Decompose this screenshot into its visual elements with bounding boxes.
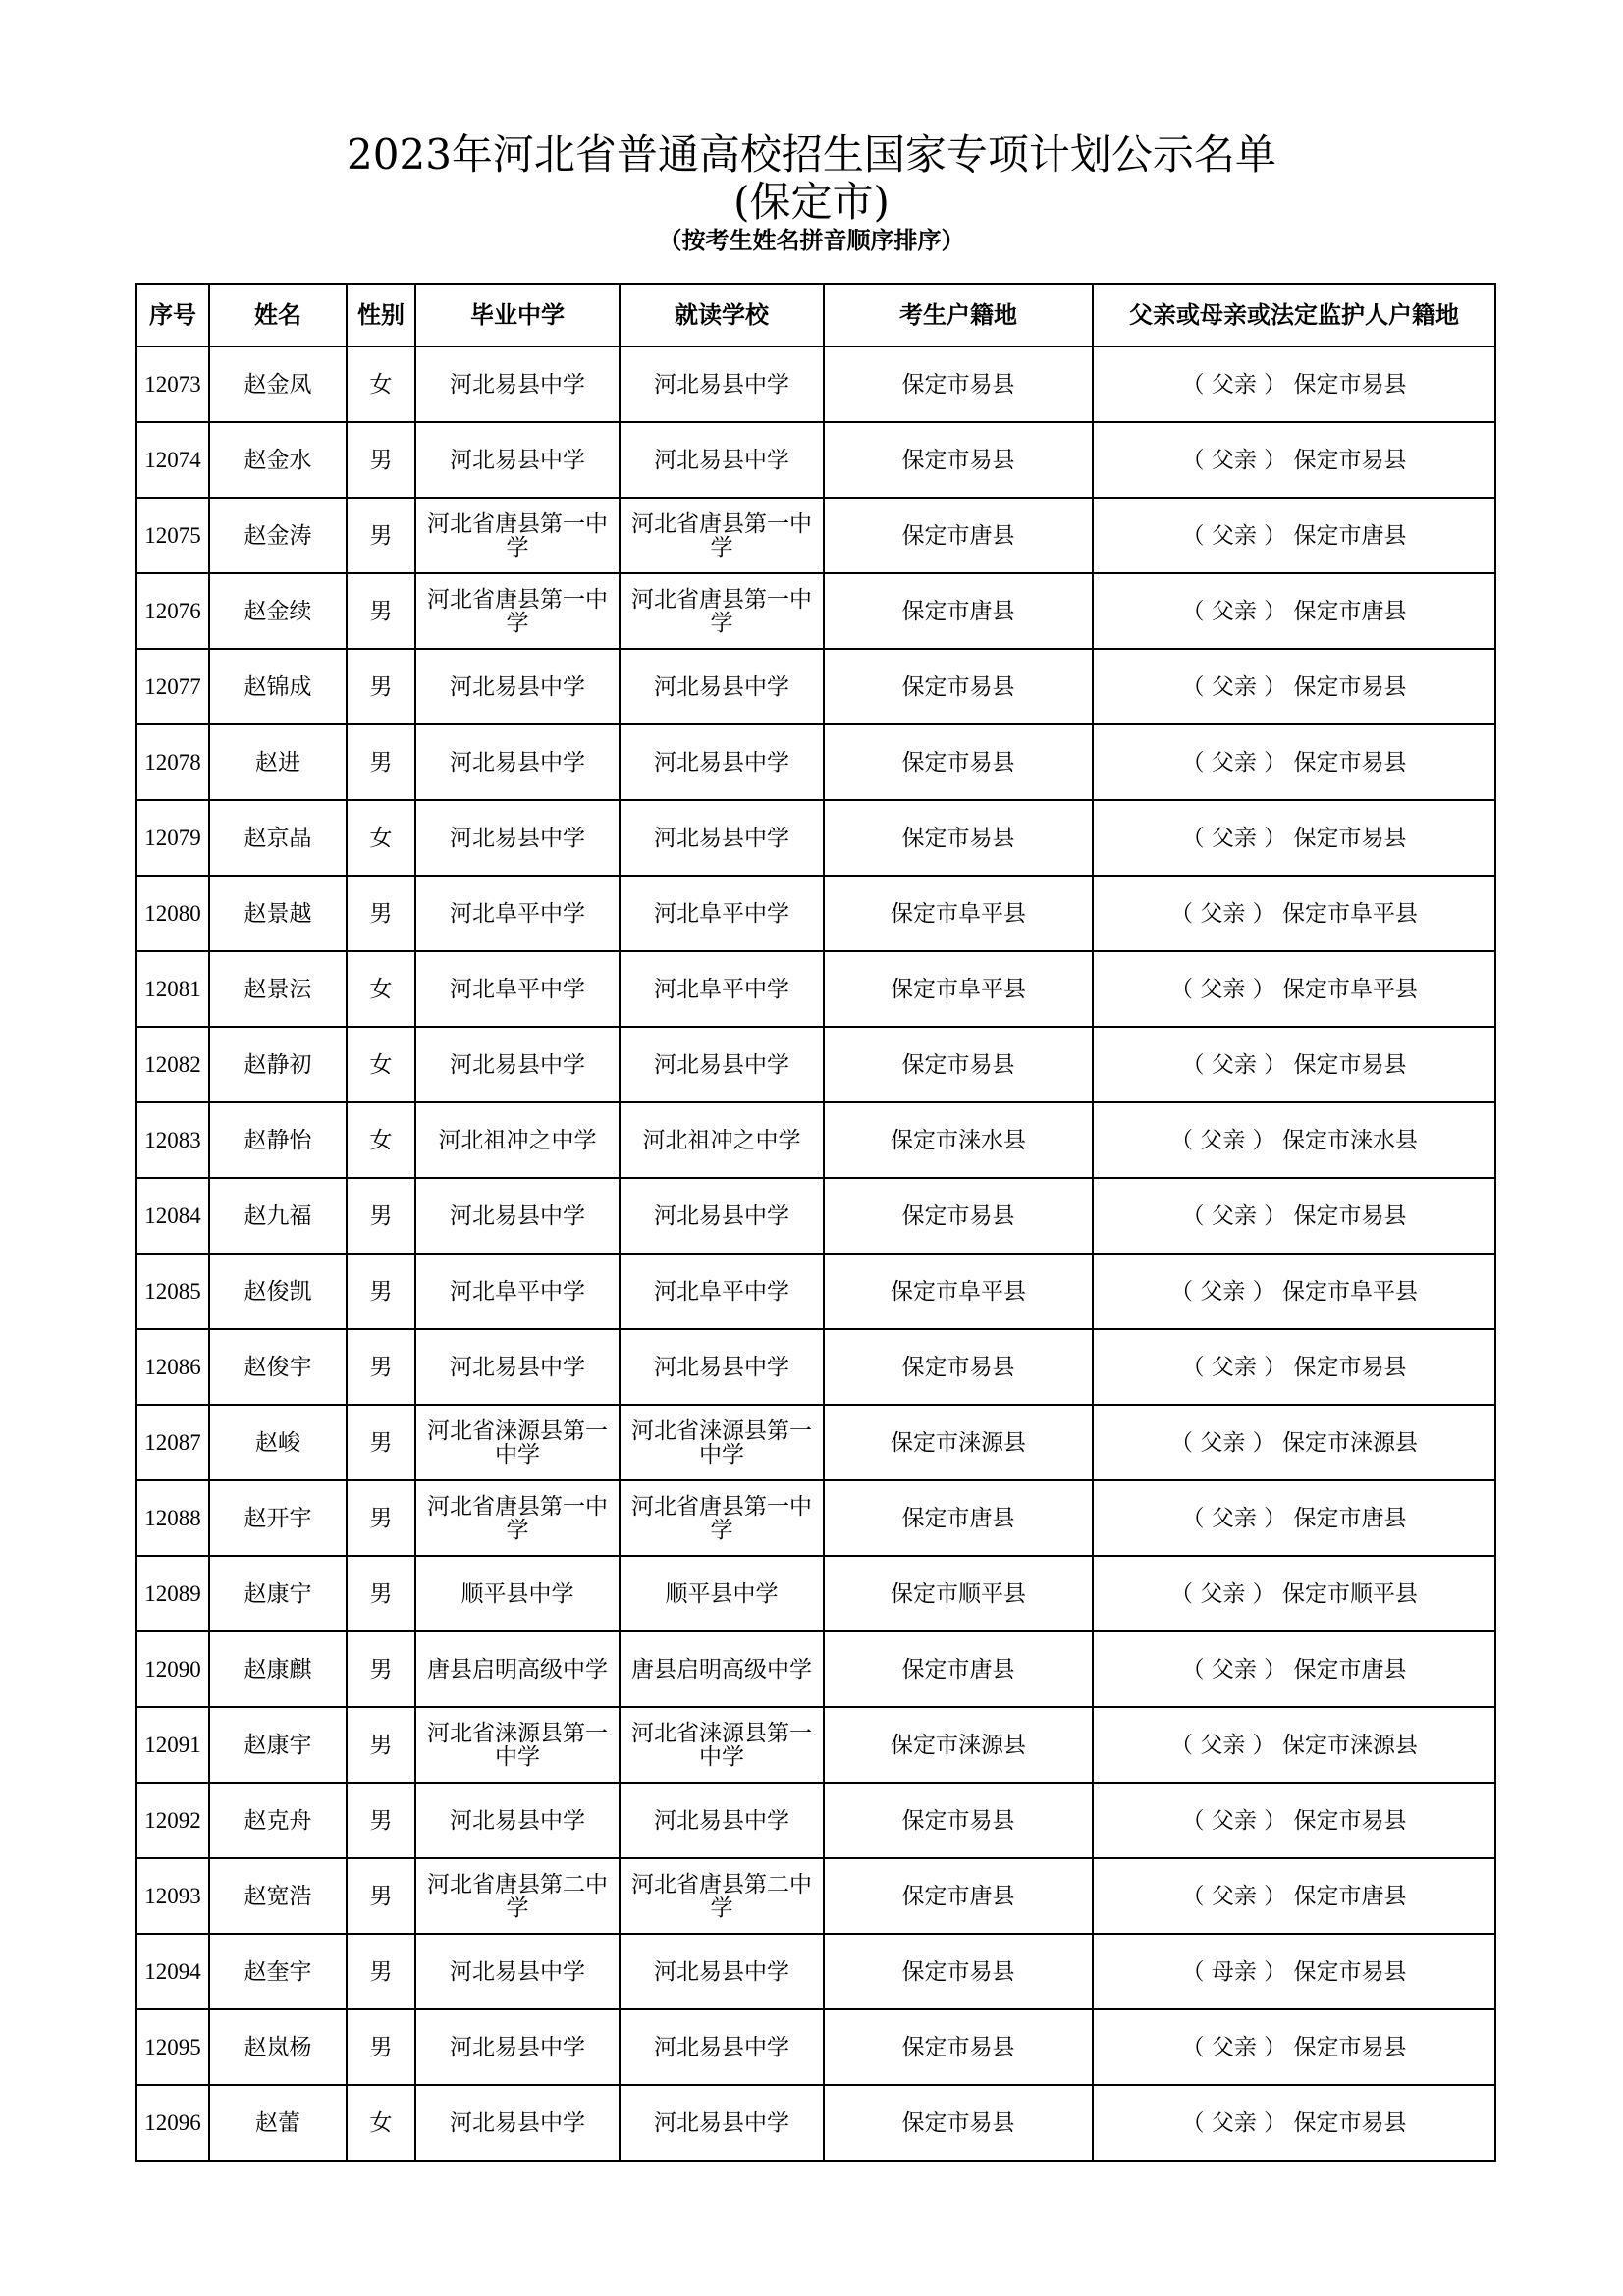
table-row (136, 1858, 1495, 1934)
gender-cell: 男 (347, 1858, 415, 1934)
gender-cell: 男 (347, 649, 415, 724)
guardian-registration-cell: （ 父亲 ） 保定市易县 (1093, 649, 1495, 724)
guardian-registration-cell: （ 父亲 ） 保定市易县 (1093, 1329, 1495, 1405)
table-row (136, 347, 1495, 422)
household-registration-cell: 保定市涞水县 (824, 1102, 1093, 1178)
current-school-cell: 顺平县中学 (620, 1556, 824, 1631)
graduated-school-cell: 河北省涞源县第一中学 (415, 1707, 620, 1783)
name-cell: 赵奎宇 (209, 1934, 347, 2009)
current-school-cell: 河北阜平中学 (620, 1254, 824, 1329)
household-registration-cell: 保定市涞源县 (824, 1405, 1093, 1480)
current-school-cell: 唐县启明高级中学 (620, 1631, 824, 1707)
gender-cell: 女 (347, 1102, 415, 1178)
table-row (136, 876, 1495, 951)
guardian-registration-cell: （ 父亲 ） 保定市易县 (1093, 422, 1495, 498)
current-school-cell: 河北省唐县第一中学 (620, 498, 824, 573)
graduated-school-cell: 河北省唐县第一中学 (415, 1480, 620, 1556)
name-cell: 赵金涛 (209, 498, 347, 573)
graduated-school-cell: 河北省涞源县第一中学 (415, 1405, 620, 1480)
table-row (136, 573, 1495, 649)
seq-cell: 12082 (136, 1027, 209, 1102)
seq-cell: 12078 (136, 724, 209, 800)
column-header-graduated-school: 毕业中学 (415, 284, 620, 347)
table-row (136, 498, 1495, 573)
column-header-name: 姓名 (209, 284, 347, 347)
gender-cell: 男 (347, 724, 415, 800)
gender-cell: 男 (347, 1178, 415, 1254)
seq-cell: 12073 (136, 347, 209, 422)
gender-cell: 男 (347, 1556, 415, 1631)
column-header-household-registration: 考生户籍地 (824, 284, 1093, 347)
current-school-cell: 河北易县中学 (620, 724, 824, 800)
household-registration-cell: 保定市涞源县 (824, 1707, 1093, 1783)
name-cell: 赵金续 (209, 573, 347, 649)
gender-cell: 男 (347, 1254, 415, 1329)
column-header-current-school: 就读学校 (620, 284, 824, 347)
table-row (136, 1631, 1495, 1707)
current-school-cell: 河北省涞源县第一中学 (620, 1707, 824, 1783)
household-registration-cell: 保定市唐县 (824, 573, 1093, 649)
graduated-school-cell: 河北阜平中学 (415, 951, 620, 1027)
household-registration-cell: 保定市唐县 (824, 1858, 1093, 1934)
household-registration-cell: 保定市易县 (824, 347, 1093, 422)
seq-cell: 12074 (136, 422, 209, 498)
table-row (136, 951, 1495, 1027)
name-cell: 赵峻 (209, 1405, 347, 1480)
guardian-registration-cell: （ 父亲 ） 保定市易县 (1093, 1178, 1495, 1254)
name-cell: 赵九福 (209, 1178, 347, 1254)
name-cell: 赵俊凯 (209, 1254, 347, 1329)
guardian-registration-cell: （ 父亲 ） 保定市易县 (1093, 1783, 1495, 1858)
current-school-cell: 河北易县中学 (620, 1178, 824, 1254)
graduated-school-cell: 河北省唐县第二中学 (415, 1858, 620, 1934)
household-registration-cell: 保定市易县 (824, 800, 1093, 876)
current-school-cell: 河北易县中学 (620, 1329, 824, 1405)
guardian-registration-cell: （ 父亲 ） 保定市涞源县 (1093, 1405, 1495, 1480)
column-header-seq: 序号 (136, 284, 209, 347)
name-cell: 赵康宇 (209, 1707, 347, 1783)
table-row (136, 2085, 1495, 2161)
current-school-cell: 河北易县中学 (620, 1027, 824, 1102)
guardian-registration-cell: （ 父亲 ） 保定市阜平县 (1093, 876, 1495, 951)
gender-cell: 男 (347, 2009, 415, 2085)
table-row (136, 1707, 1495, 1783)
table-row (136, 2009, 1495, 2085)
graduated-school-cell: 河北阜平中学 (415, 876, 620, 951)
household-registration-cell: 保定市易县 (824, 1178, 1093, 1254)
household-registration-cell: 保定市易县 (824, 422, 1093, 498)
graduated-school-cell: 唐县启明高级中学 (415, 1631, 620, 1707)
graduated-school-cell: 河北易县中学 (415, 1178, 620, 1254)
gender-cell: 女 (347, 800, 415, 876)
name-cell: 赵京晶 (209, 800, 347, 876)
graduated-school-cell: 河北易县中学 (415, 2009, 620, 2085)
gender-cell: 男 (347, 1480, 415, 1556)
table-row (136, 1556, 1495, 1631)
seq-cell: 12091 (136, 1707, 209, 1783)
column-header-guardian-registration: 父亲或母亲或法定监护人户籍地 (1093, 284, 1495, 347)
guardian-registration-cell: （ 父亲 ） 保定市易县 (1093, 347, 1495, 422)
graduated-school-cell: 河北易县中学 (415, 2085, 620, 2161)
table-row (136, 1934, 1495, 2009)
name-cell: 赵蕾 (209, 2085, 347, 2161)
graduated-school-cell: 河北易县中学 (415, 1329, 620, 1405)
graduated-school-cell: 河北易县中学 (415, 1783, 620, 1858)
seq-cell: 12087 (136, 1405, 209, 1480)
table-row (136, 422, 1495, 498)
guardian-registration-cell: （ 父亲 ） 保定市易县 (1093, 800, 1495, 876)
household-registration-cell: 保定市易县 (824, 724, 1093, 800)
current-school-cell: 河北易县中学 (620, 2085, 824, 2161)
household-registration-cell: 保定市易县 (824, 649, 1093, 724)
current-school-cell: 河北易县中学 (620, 1934, 824, 2009)
graduated-school-cell: 河北省唐县第一中学 (415, 573, 620, 649)
seq-cell: 12083 (136, 1102, 209, 1178)
seq-cell: 12079 (136, 800, 209, 876)
name-cell: 赵进 (209, 724, 347, 800)
gender-cell: 男 (347, 876, 415, 951)
graduated-school-cell: 河北祖冲之中学 (415, 1102, 620, 1178)
seq-cell: 12086 (136, 1329, 209, 1405)
graduated-school-cell: 河北易县中学 (415, 347, 620, 422)
seq-cell: 12094 (136, 1934, 209, 2009)
name-cell: 赵岚杨 (209, 2009, 347, 2085)
gender-cell: 女 (347, 1027, 415, 1102)
table-row (136, 1027, 1495, 1102)
guardian-registration-cell: （ 父亲 ） 保定市易县 (1093, 724, 1495, 800)
graduated-school-cell: 河北易县中学 (415, 422, 620, 498)
table-row (136, 1178, 1495, 1254)
seq-cell: 12096 (136, 2085, 209, 2161)
page-title: 2023年河北省普通高校招生国家专项计划公示名单 (347, 131, 1276, 179)
gender-cell: 男 (347, 1783, 415, 1858)
roster-table (135, 283, 1496, 2162)
seq-cell: 12077 (136, 649, 209, 724)
guardian-registration-cell: （ 父亲 ） 保定市涞源县 (1093, 1707, 1495, 1783)
seq-cell: 12081 (136, 951, 209, 1027)
gender-cell: 男 (347, 573, 415, 649)
name-cell: 赵锦成 (209, 649, 347, 724)
household-registration-cell: 保定市易县 (824, 1934, 1093, 2009)
seq-cell: 12093 (136, 1858, 209, 1934)
guardian-registration-cell: （ 父亲 ） 保定市唐县 (1093, 498, 1495, 573)
graduated-school-cell: 河北易县中学 (415, 800, 620, 876)
seq-cell: 12090 (136, 1631, 209, 1707)
current-school-cell: 河北省唐县第一中学 (620, 573, 824, 649)
roster-body (136, 347, 1495, 2161)
gender-cell: 男 (347, 1707, 415, 1783)
current-school-cell: 河北易县中学 (620, 800, 824, 876)
gender-cell: 女 (347, 347, 415, 422)
table-row (136, 1480, 1495, 1556)
graduated-school-cell: 顺平县中学 (415, 1556, 620, 1631)
seq-cell: 12084 (136, 1178, 209, 1254)
table-row (136, 1102, 1495, 1178)
household-registration-cell: 保定市阜平县 (824, 951, 1093, 1027)
table-row (136, 1405, 1495, 1480)
table-row (136, 724, 1495, 800)
seq-cell: 12089 (136, 1556, 209, 1631)
current-school-cell: 河北易县中学 (620, 347, 824, 422)
table-row (136, 800, 1495, 876)
guardian-registration-cell: （ 母亲 ） 保定市易县 (1093, 1934, 1495, 2009)
household-registration-cell: 保定市阜平县 (824, 876, 1093, 951)
guardian-registration-cell: （ 父亲 ） 保定市涞水县 (1093, 1102, 1495, 1178)
graduated-school-cell: 河北省唐县第一中学 (415, 498, 620, 573)
household-registration-cell: 保定市阜平县 (824, 1254, 1093, 1329)
current-school-cell: 河北阜平中学 (620, 951, 824, 1027)
name-cell: 赵康宁 (209, 1556, 347, 1631)
gender-cell: 男 (347, 422, 415, 498)
current-school-cell: 河北祖冲之中学 (620, 1102, 824, 1178)
table-row (136, 1329, 1495, 1405)
current-school-cell: 河北易县中学 (620, 422, 824, 498)
guardian-registration-cell: （ 父亲 ） 保定市阜平县 (1093, 1254, 1495, 1329)
guardian-registration-cell: （ 父亲 ） 保定市顺平县 (1093, 1556, 1495, 1631)
current-school-cell: 河北省涞源县第一中学 (620, 1405, 824, 1480)
header-row (136, 284, 1495, 347)
table-row (136, 1783, 1495, 1858)
name-cell: 赵克舟 (209, 1783, 347, 1858)
gender-cell: 男 (347, 1631, 415, 1707)
household-registration-cell: 保定市易县 (824, 1329, 1093, 1405)
household-registration-cell: 保定市易县 (824, 1783, 1093, 1858)
guardian-registration-cell: （ 父亲 ） 保定市阜平县 (1093, 951, 1495, 1027)
household-registration-cell: 保定市易县 (824, 1027, 1093, 1102)
name-cell: 赵俊宇 (209, 1329, 347, 1405)
current-school-cell: 河北易县中学 (620, 1783, 824, 1858)
household-registration-cell: 保定市顺平县 (824, 1556, 1093, 1631)
seq-cell: 12080 (136, 876, 209, 951)
graduated-school-cell: 河北阜平中学 (415, 1254, 620, 1329)
name-cell: 赵景越 (209, 876, 347, 951)
name-cell: 赵静初 (209, 1027, 347, 1102)
name-cell: 赵宽浩 (209, 1858, 347, 1934)
household-registration-cell: 保定市唐县 (824, 1480, 1093, 1556)
seq-cell: 12075 (136, 498, 209, 573)
current-school-cell: 河北阜平中学 (620, 876, 824, 951)
gender-cell: 男 (347, 1329, 415, 1405)
name-cell: 赵开宇 (209, 1480, 347, 1556)
household-registration-cell: 保定市易县 (824, 2009, 1093, 2085)
household-registration-cell: 保定市易县 (824, 2085, 1093, 2161)
current-school-cell: 河北省唐县第一中学 (620, 1480, 824, 1556)
column-header-gender: 性别 (347, 284, 415, 347)
guardian-registration-cell: （ 父亲 ） 保定市唐县 (1093, 1480, 1495, 1556)
guardian-registration-cell: （ 父亲 ） 保定市唐县 (1093, 1858, 1495, 1934)
household-registration-cell: 保定市唐县 (824, 1631, 1093, 1707)
table-row (136, 649, 1495, 724)
seq-cell: 12088 (136, 1480, 209, 1556)
name-cell: 赵静怡 (209, 1102, 347, 1178)
page-title-region: (保定市) (733, 178, 890, 226)
name-cell: 赵景沄 (209, 951, 347, 1027)
seq-cell: 12085 (136, 1254, 209, 1329)
gender-cell: 男 (347, 1934, 415, 2009)
table-row (136, 1254, 1495, 1329)
guardian-registration-cell: （ 父亲 ） 保定市唐县 (1093, 1631, 1495, 1707)
sort-note: （按考生姓名拼音顺序排序） (658, 227, 965, 254)
household-registration-cell: 保定市唐县 (824, 498, 1093, 573)
name-cell: 赵康麒 (209, 1631, 347, 1707)
guardian-registration-cell: （ 父亲 ） 保定市唐县 (1093, 573, 1495, 649)
graduated-school-cell: 河北易县中学 (415, 1027, 620, 1102)
graduated-school-cell: 河北易县中学 (415, 724, 620, 800)
current-school-cell: 河北易县中学 (620, 2009, 824, 2085)
name-cell: 赵金水 (209, 422, 347, 498)
gender-cell: 男 (347, 1405, 415, 1480)
guardian-registration-cell: （ 父亲 ） 保定市易县 (1093, 2009, 1495, 2085)
name-cell: 赵金凤 (209, 347, 347, 422)
seq-cell: 12092 (136, 1783, 209, 1858)
seq-cell: 12076 (136, 573, 209, 649)
graduated-school-cell: 河北易县中学 (415, 649, 620, 724)
guardian-registration-cell: （ 父亲 ） 保定市易县 (1093, 2085, 1495, 2161)
seq-cell: 12095 (136, 2009, 209, 2085)
current-school-cell: 河北易县中学 (620, 649, 824, 724)
gender-cell: 女 (347, 951, 415, 1027)
gender-cell: 女 (347, 2085, 415, 2161)
guardian-registration-cell: （ 父亲 ） 保定市易县 (1093, 1027, 1495, 1102)
graduated-school-cell: 河北易县中学 (415, 1934, 620, 2009)
current-school-cell: 河北省唐县第二中学 (620, 1858, 824, 1934)
gender-cell: 男 (347, 498, 415, 573)
